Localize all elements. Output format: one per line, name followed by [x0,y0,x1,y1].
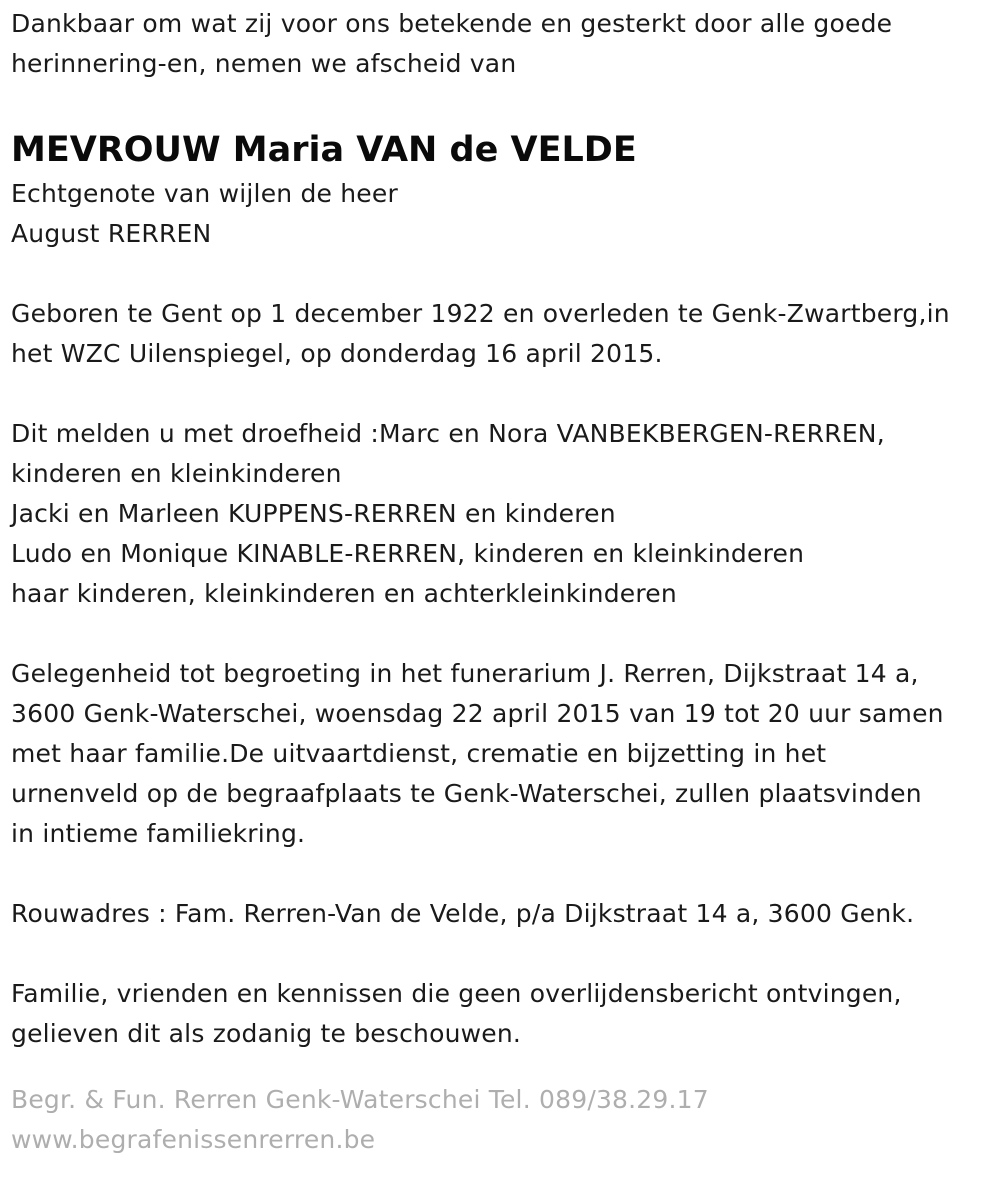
announcement-paragraph [11,414,991,614]
announcement-line: kinderen en kleinkinderen [11,459,342,488]
deceased-name: MEVROUW Maria VAN de VELDE [11,130,637,170]
funeral-home-footer [11,1080,991,1160]
intro-line: Dankbaar om wat zij voor ons betekende en gesterkt door alle goede [11,9,893,38]
announcement-line: Ludo en Monique KINABLE-RERREN, kinderen en kleinkinderen [11,539,805,568]
funeral-home-website: www.begrafenissenrerren.be [11,1125,376,1154]
announcement-line: Jacki en Marleen KUPPENS-RERREN en kinderen [11,499,616,528]
intro-line: herinnering-en, nemen we afscheid van [11,49,517,78]
notice-paragraph [11,974,991,1054]
spacer [11,254,991,294]
visitation-line: 3600 Genk-Waterschei, woensdag 22 april 2015 van 19 tot 20 uur samen [11,699,944,728]
visitation-line: urnenveld op de begraafplaats te Genk-Waterschei, zullen plaatsvinden [11,779,922,808]
birth-death-line: Geboren te Gent op 1 december 1922 en overleden te Genk-Zwartberg,in [11,299,950,328]
notice-line: gelieven dit als zodanig te beschouwen. [11,1019,522,1048]
spacer [11,854,991,894]
visitation-paragraph [11,654,991,854]
birth-death-line: het WZC Uilenspiegel, op donderdag 16 april 2015. [11,339,663,368]
relation-line: August RERREN [11,219,212,248]
intro-paragraph [11,4,991,84]
obituary-notice [11,4,991,1160]
visitation-line: Gelegenheid tot begroeting in het funerarium J. Rerren, Dijkstraat 14 a, [11,659,919,688]
birth-death-paragraph [11,294,991,374]
deceased-block [11,130,991,254]
spacer [11,374,991,414]
visitation-line: in intieme familiekring. [11,819,306,848]
relation-line: Echtgenote van wijlen de heer [11,179,398,208]
announcement-line: Dit melden u met droefheid :Marc en Nora VANBEKBERGEN-RERREN, [11,419,885,448]
mourning-address: Rouwadres : Fam. Rerren-Van de Velde, p/a Dijkstraat 14 a, 3600 Genk. [11,899,915,928]
spacer [11,614,991,654]
address-paragraph [11,894,991,934]
visitation-line: met haar familie.De uitvaartdienst, crematie en bijzetting in het [11,739,827,768]
spacer [11,934,991,974]
announcement-line: haar kinderen, kleinkinderen en achterkleinkinderen [11,579,677,608]
notice-line: Familie, vrienden en kennissen die geen overlijdensbericht ontvingen, [11,979,902,1008]
funeral-home-contact: Begr. & Fun. Rerren Genk-Waterschei Tel. 089/38.29.17 [11,1085,709,1114]
